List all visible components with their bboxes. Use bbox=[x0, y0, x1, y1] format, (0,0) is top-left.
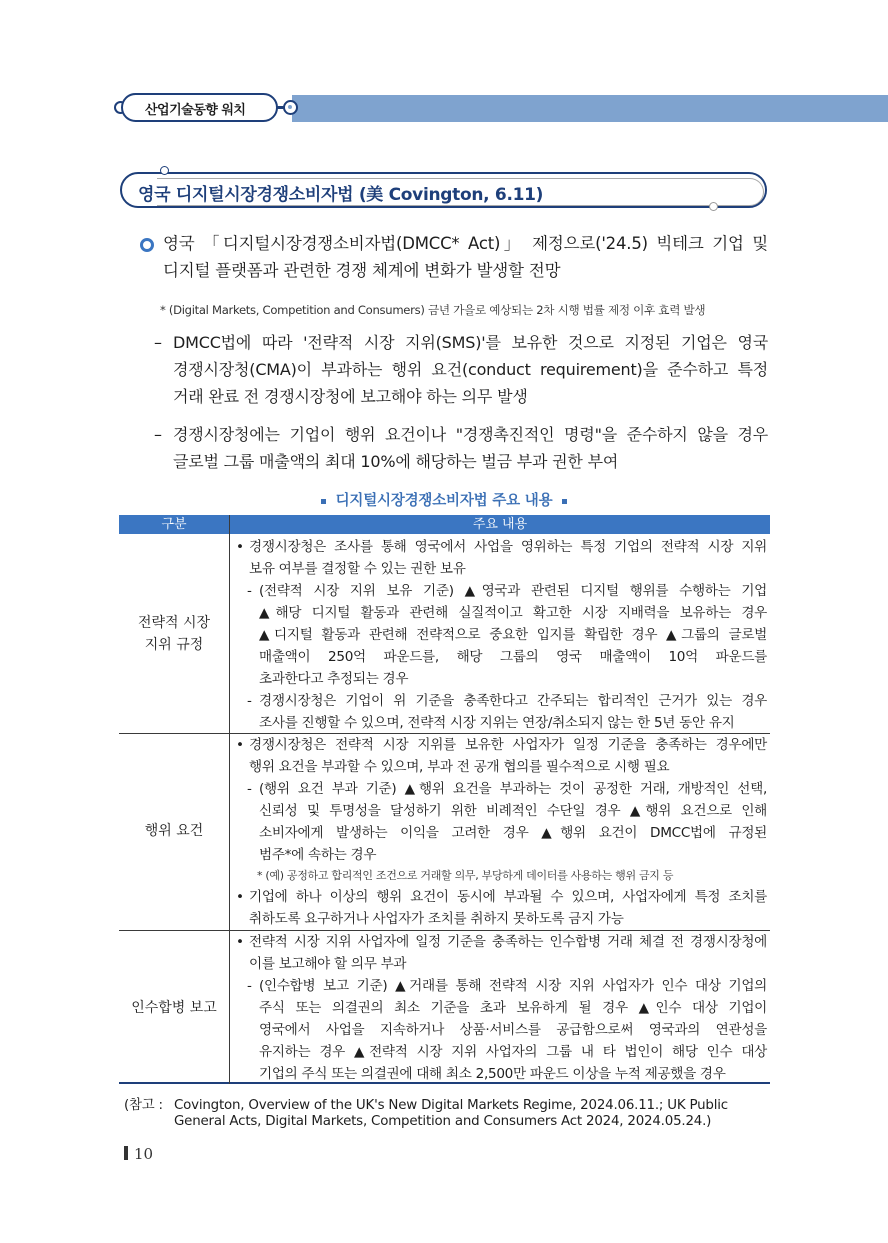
row-content-conduct bbox=[235, 734, 767, 930]
cell-line: 취하도록 요구하거나 사업자가 조치를 취하지 못하도록 금지 가능 bbox=[249, 911, 624, 927]
row-label-line: 행위 요건 bbox=[144, 823, 204, 839]
cell-line: 보유 여부를 결정할 수 있는 권한 보유 bbox=[249, 561, 466, 577]
dash-item-2-line: 글로벌 그룹 매출액의 최대 10%에 해당하는 벌금 부과 권한 부여 bbox=[173, 452, 619, 471]
cell-line: * (예) 공정하고 합리적인 조건으로 거래할 의무, 부당하게 데이터를 사용하는 행위 금지 등 bbox=[257, 869, 674, 882]
dash-item-2 bbox=[173, 421, 768, 475]
header-dot-right bbox=[283, 100, 298, 115]
section-title: 영국 디지털시장경쟁소비자법 (美 Covington, 6.11) bbox=[138, 185, 544, 205]
table-header bbox=[119, 515, 770, 534]
dash-item-1-line: 경쟁시장청(CMA)이 부과하는 행위 요건(conduct requirement)을 준수하고 특정 bbox=[173, 360, 768, 379]
cell-line: 기업의 주식 또는 의결권에 대해 최소 2,500만 파운드 이상을 누적 제공했을 경우 bbox=[259, 1066, 726, 1082]
row-label-line: 인수합병 보고 bbox=[131, 1000, 217, 1016]
dash-subitem bbox=[235, 690, 767, 734]
table-title-text: 디지털시장경쟁소비자법 주요 내용 bbox=[335, 493, 553, 509]
lead-footnote: * (Digital Markets, Competition and Consumers) 금년 가을로 예상되는 2차 시행 법률 제정 이후 효력 발생 bbox=[160, 303, 706, 317]
cell-line: • 기업에 하나 이상의 행위 요건이 동시에 부과될 수 있으며, 사업자에게 특정 조치를 bbox=[249, 889, 767, 905]
summary-table bbox=[119, 515, 770, 1084]
cell-line: 이를 보고해야 할 의무 부과 bbox=[249, 956, 407, 972]
cell-line: ▲디지털 활동과 관련해 전략적으로 중요한 입지를 확립한 경우 ▲그룹의 글로벌 bbox=[259, 627, 767, 643]
cell-line: 신뢰성 및 투명성을 달성하기 위한 비례적인 수단일 경우 ▲행위 요건으로 인해 bbox=[259, 803, 767, 819]
bullet-item bbox=[235, 536, 767, 580]
section-dot-top bbox=[160, 166, 169, 175]
page-number bbox=[124, 1145, 153, 1163]
row-label-line: 전략적 시장 bbox=[137, 615, 211, 631]
cell-line: 주식 또는 의결권의 최소 기준을 초과 보유하게 될 경우 ▲인수 대상 기업이 bbox=[259, 1000, 767, 1016]
table-header-col1: 구분 bbox=[161, 517, 187, 532]
dash-item-1-line: 거래 완료 전 경쟁시장청에 보고해야 하는 의무 발생 bbox=[173, 387, 528, 406]
cell-line: 매출액이 250억 파운드를, 해당 그룹의 영국 매출액이 10억 파운드를 bbox=[259, 649, 767, 665]
cell-line: ▲해당 디지털 활동과 관련해 실질적이고 확고한 시장 지배력을 보유하는 경우 bbox=[259, 605, 767, 621]
dash-subitem bbox=[235, 580, 767, 690]
lead-line-1: 영국 「디지털시장경쟁소비자법(DMCC* Act)」 제정으로('24.5) 빅테크 기업 및 bbox=[163, 234, 768, 253]
cell-line: 영국에서 사업을 지속하거나 상품·서비스를 공급함으로써 영국과의 연관성을 bbox=[259, 1022, 767, 1038]
cell-line: 조사를 진행할 수 있으며, 전략적 시장 지위는 연장/취소되지 않는 한 5년 동안 유지 bbox=[259, 715, 735, 731]
dash-item-1 bbox=[173, 329, 768, 410]
circle-bullet-icon bbox=[140, 238, 154, 252]
cell-line: - (전략적 시장 지위 보유 기준) ▲영국과 관련된 디지털 행위를 수행하는 기업 bbox=[259, 583, 767, 599]
cell-line: 초과한다고 추정되는 경우 bbox=[259, 671, 409, 687]
header-band bbox=[292, 95, 888, 122]
bullet-item bbox=[235, 931, 767, 975]
note-item bbox=[235, 866, 767, 886]
row-content-merger bbox=[235, 931, 767, 1085]
row-label-conduct bbox=[119, 820, 229, 842]
cell-line: - 경쟁시장청은 기업이 위 기준을 충족한다고 간주되는 합리적인 근거가 있는 경우 bbox=[259, 693, 767, 709]
cell-line: • 경쟁시장청은 전략적 시장 지위를 보유한 사업자가 일정 기준을 충족하는 경우에만 bbox=[249, 737, 767, 753]
cell-line: 행위 요건을 부과할 수 있으며, 부과 전 공개 협의를 필수적으로 시행 필요 bbox=[249, 759, 670, 775]
row-label-merger bbox=[119, 997, 229, 1019]
cell-line: 범주*에 속하는 경우 bbox=[259, 847, 377, 863]
reference-label: (참고 : bbox=[124, 1098, 163, 1113]
square-bullet-icon bbox=[321, 499, 326, 504]
cell-line: 유지하는 경우 ▲전략적 시장 지위 사업자의 그룹 내 타 법인이 해당 인수 대상 bbox=[259, 1044, 767, 1060]
square-bullet-icon bbox=[562, 499, 567, 504]
reference-text: Covington, Overview of the UK's New Digital Markets Regime, 2024.06.11.; UK Public General Acts, Digital Markets, Competition and Consumers Act 2024, 2024.05.24.) bbox=[174, 1098, 728, 1129]
section-dot-bottom bbox=[709, 202, 718, 211]
dash-item-1-line: DMCC법에 따라 '전략적 시장 지위(SMS)'를 보유한 것으로 지정된 기업은 영국 bbox=[173, 333, 768, 352]
dash-subitem bbox=[235, 778, 767, 866]
table-title bbox=[0, 489, 888, 510]
cell-line: 소비자에게 발생하는 이익을 고려한 경우 ▲행위 요건이 DMCC법에 규정된 bbox=[259, 825, 767, 841]
dash-marker: – bbox=[154, 333, 162, 352]
dash-item-2-line: 경쟁시장청에는 기업이 행위 요건이나 "경쟁촉진적인 명령"을 준수하지 않을 경우 bbox=[173, 425, 768, 444]
header-label: 산업기술동향 워치 bbox=[145, 103, 246, 118]
dash-subitem bbox=[235, 975, 767, 1085]
cell-line: • 전략적 시장 지위 사업자에 일정 기준을 충족하는 인수합병 거래 체결 전 경쟁시장청에 bbox=[249, 934, 767, 950]
lead-line-2: 디지털 플랫폼과 관련한 경쟁 체계에 변화가 발생할 전망 bbox=[163, 261, 561, 280]
dash-marker: – bbox=[154, 425, 162, 444]
cell-line: - (인수합병 보고 기준) ▲거래를 통해 전략적 시장 지위 사업자가 인수 대상 기업의 bbox=[259, 978, 767, 994]
page-number-bar bbox=[124, 1146, 128, 1160]
table-column-divider bbox=[229, 515, 230, 1084]
bullet-item bbox=[235, 734, 767, 778]
header-pill bbox=[121, 93, 278, 122]
row-content-sms bbox=[235, 536, 767, 734]
row-label-line: 지위 규정 bbox=[144, 637, 204, 653]
cell-line: - (행위 요건 부과 기준) ▲행위 요건을 부과하는 것이 공정한 거래, 개방적인 선택, bbox=[259, 781, 767, 797]
bullet-item bbox=[235, 886, 767, 930]
row-label-sms bbox=[119, 612, 229, 656]
page-number-text: 10 bbox=[134, 1145, 154, 1163]
table-header-col2: 주요 내용 bbox=[472, 517, 528, 532]
cell-line: • 경쟁시장청은 조사를 통해 영국에서 사업을 영위하는 특정 기업의 전략적 시장 지위 bbox=[249, 539, 767, 555]
